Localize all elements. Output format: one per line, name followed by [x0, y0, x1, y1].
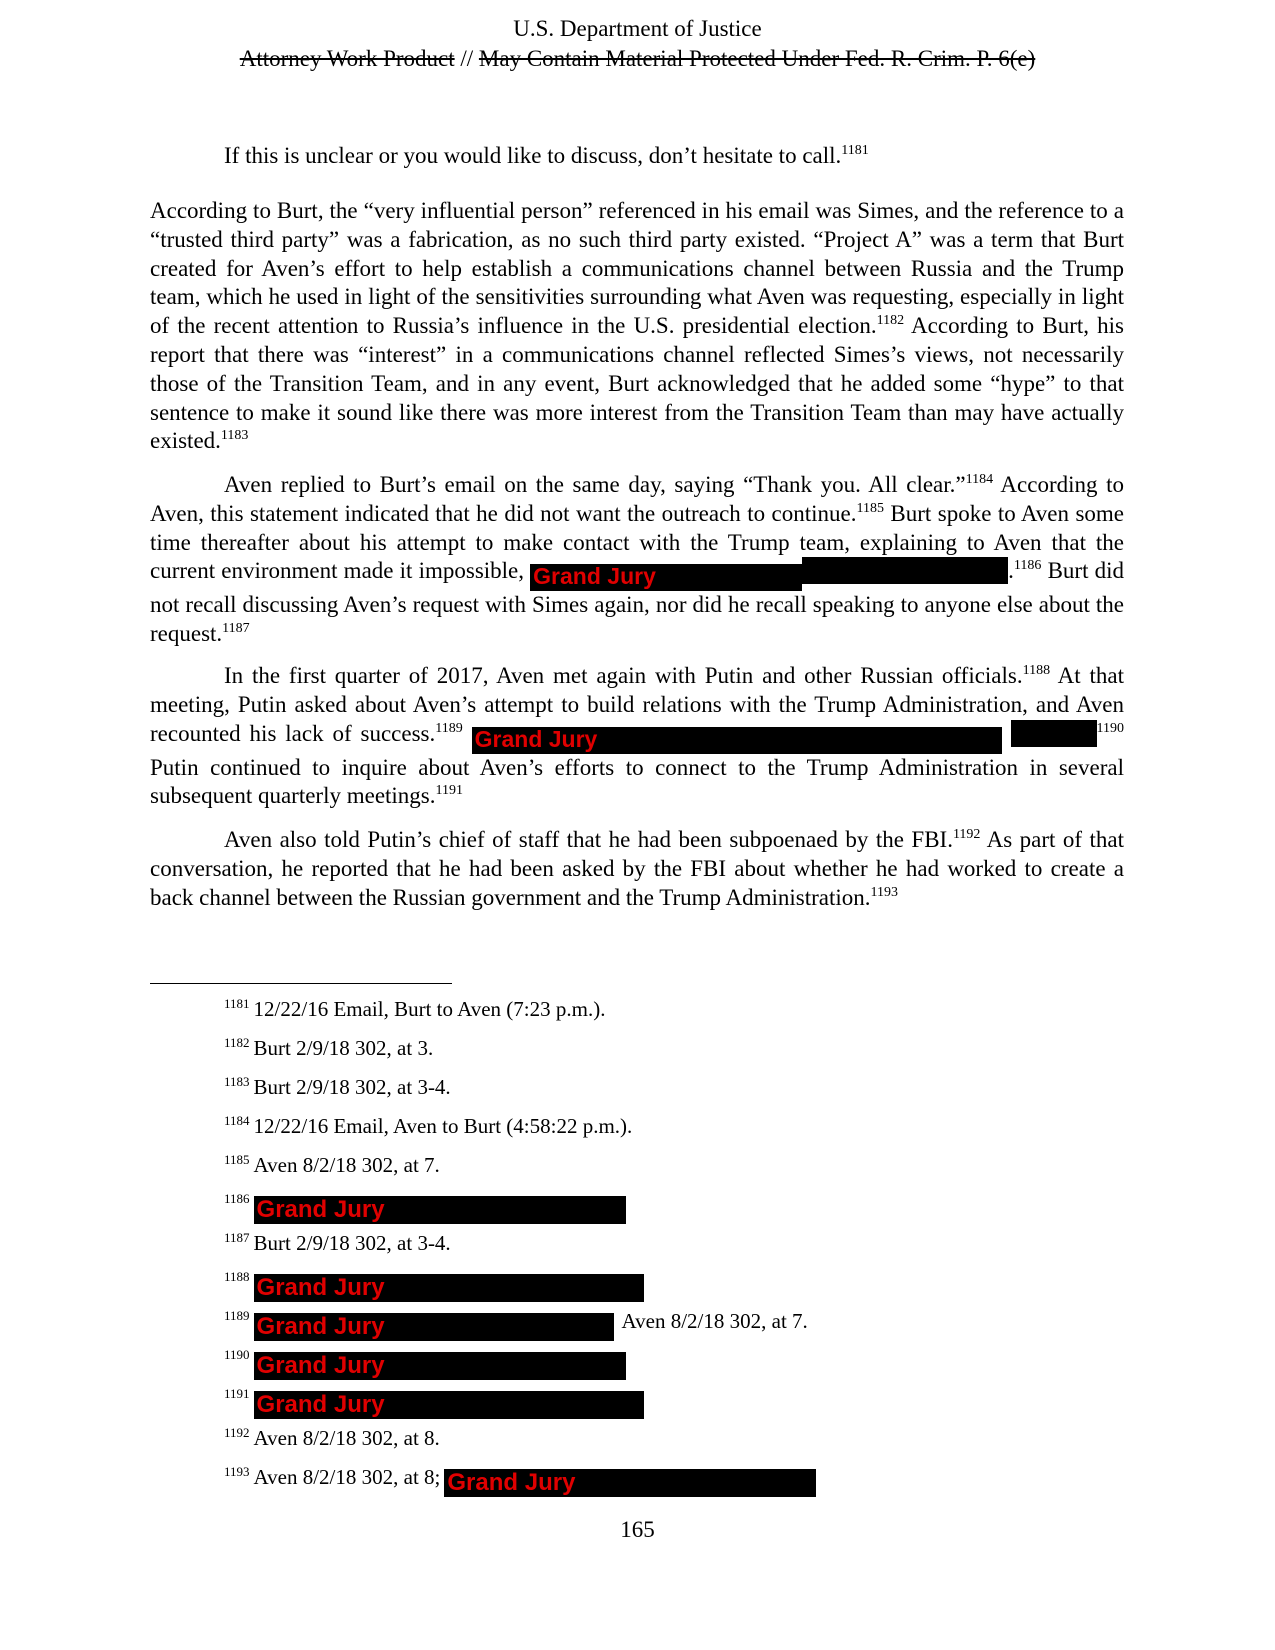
footnote-ref[interactable]: 1191 — [435, 783, 463, 799]
page-number: 165 — [620, 1517, 655, 1542]
footnote-ref[interactable]: 1190 — [1096, 720, 1125, 736]
footnote: $^{1191}$ Grand Jury — [224, 1386, 644, 1419]
email-quote: If this is unclear or you would like to discuss, don’t hesitate to call.$^{1181}$ — [224, 143, 869, 168]
redaction-block — [1011, 720, 1097, 747]
redaction-grand-jury: Grand Jury — [254, 1352, 626, 1380]
footnote-ref[interactable]: 1182 — [876, 313, 905, 329]
privilege-work-product: Attorney Work Product — [239, 46, 455, 71]
footnote-ref[interactable]: 1183 — [220, 428, 249, 444]
footnote-ref[interactable]: 1192 — [952, 827, 981, 842]
department-name: U.S. Department of Justice — [513, 16, 762, 41]
footnote-ref[interactable]: 1181 — [841, 143, 869, 158]
redaction-grand-jury: Grand Jury — [254, 1391, 644, 1419]
redaction-block — [802, 557, 1008, 584]
footnote-ref[interactable]: 1189 — [435, 720, 463, 736]
paragraph-4: Aven also told Putin’s chief of staff that he had been subpoenaed by the FBI.$^{1192}$ As part of that conversation, he reported that he had been asked by the FBI about whether he had worked to create a back channel between the Russian government and the Trump Administration.$^{1193}$ — [150, 827, 1124, 910]
footnote-ref[interactable]: 1193 — [870, 884, 899, 900]
footnote: $^{1192}$ Aven 8/2/18 302, at 8. — [224, 1425, 440, 1450]
footnote: $^{1187}$ Burt 2/9/18 302, at 3-4. — [224, 1230, 451, 1255]
footnote: $^{1188}$ Grand Jury — [224, 1269, 644, 1302]
redaction-grand-jury: Grand Jury — [472, 727, 1002, 754]
footnote: $^{1189}$ Grand Jury Aven 8/2/18 302, at 7. — [224, 1308, 808, 1340]
footnote-ref[interactable]: 1187 — [222, 621, 250, 637]
privilege-grand-jury: May Contain Material Protected Under Fed. R. Crim. P. 6(e) — [478, 46, 1036, 71]
privilege-marking — [0, 44, 1275, 74]
paragraph-2: Aven replied to Burt’s email on the same day, saying “Thank you. All clear.”$^{1184}$ According to Aven, this statement indicated that he did not want the outreach to continue.$^{1185}$ Burt spoke to Aven some time thereafter about his attempt to make contact with the Trump team, explaining to Aven that the current environment made it impossible, Grand Jury .$^{1186}$ Burt did not recall discussing Aven’s request with Simes again, nor did he recall speaking to anyone else about the request.$^{1187}$ — [150, 472, 1124, 647]
footnote: $^{1181}$ 12/22/16 Email, Burt to Aven (7:23 p.m.). — [224, 996, 606, 1021]
footnote-ref[interactable]: 1185 — [856, 500, 884, 516]
footnote: $^{1190}$ Grand Jury — [224, 1347, 626, 1380]
body-text — [150, 142, 1124, 171]
footnote: $^{1182}$ Burt 2/9/18 302, at 3. — [224, 1035, 434, 1060]
paragraph-3: In the first quarter of 2017, Aven met again with Putin and other Russian officials.$^{1188}$ At that meeting, Putin asked about Aven’s attempt to build relations with the Trump Administration, and Aven recounted his lack of success.$^{1189}$ Grand Jury $^{1190}$ Putin continued to inquire about Aven’s efforts to connect to the Trump Administration in several subsequent quarterly meetings.$^{1191}$ — [150, 663, 1125, 809]
page-header — [0, 14, 1275, 74]
footnote-ref[interactable]: 1186 — [1013, 558, 1042, 574]
redaction-grand-jury: Grand Jury — [254, 1313, 614, 1341]
paragraph-1: According to Burt, the “very influential person” referenced in his email was Simes, and the reference to a “trusted third party” was a fabrication, as no such third party existed. “Project A” was a term that Burt created for Aven’s effort to help establish a communications channel between Russia and the Trump team, which he used in light of the sensitivities surrounding what Aven was requesting, especially in light of the recent attention to Russia’s influence in the U.S. presidential election.$^{1182}$ According to Burt, his report that there was “interest” in a communications channel reflected Simes’s views, not necessarily those of the Transition Team, and in any event, Burt acknowledged that he added some “hype” to that sentence to make it sound like there was more interest from the Transition Team than may have actually existed.$^{1183}$ — [150, 198, 1124, 454]
footnote: $^{1185}$ Aven 8/2/18 302, at 7. — [224, 1152, 440, 1177]
privilege-separator: // — [454, 46, 479, 71]
footnote: $^{1183}$ Burt 2/9/18 302, at 3-4. — [224, 1074, 451, 1099]
redaction-grand-jury: Grand Jury — [254, 1274, 644, 1302]
footnote-ref[interactable]: 1188 — [1022, 663, 1051, 678]
redaction-grand-jury: Grand Jury — [530, 564, 802, 591]
footnote: $^{1186}$ Grand Jury — [224, 1191, 626, 1224]
redaction-grand-jury: Grand Jury — [444, 1469, 816, 1497]
footnote: $^{1193}$ Aven 8/2/18 302, at 8; Grand Jury — [224, 1464, 816, 1497]
footnote: $^{1184}$ 12/22/16 Email, Aven to Burt (4:58:22 p.m.). — [224, 1113, 633, 1138]
footnote-divider — [150, 983, 452, 984]
footnote-ref[interactable]: 1184 — [965, 472, 994, 487]
redaction-grand-jury: Grand Jury — [254, 1196, 626, 1224]
